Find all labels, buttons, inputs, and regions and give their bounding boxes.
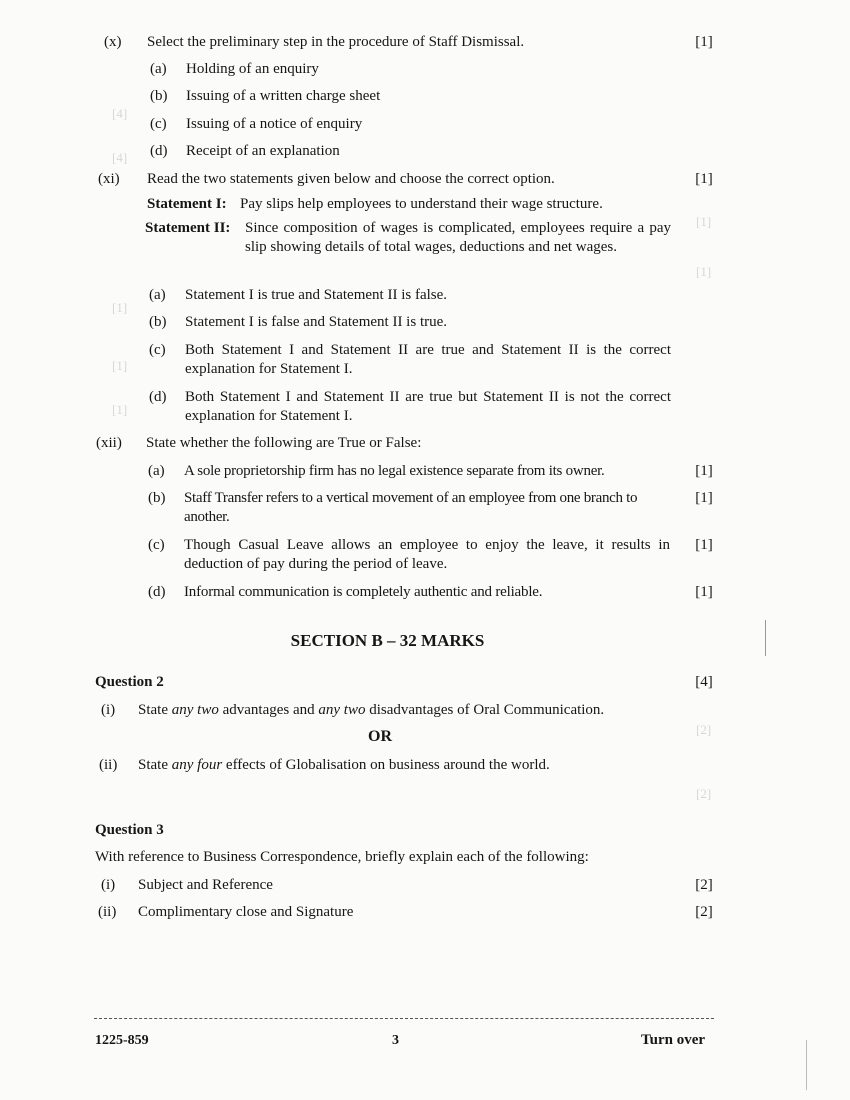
option-label: (a) (149, 287, 166, 303)
bleed-mark: [2] (696, 786, 712, 801)
bleed-mark: [2] (696, 722, 712, 737)
question-3-part-text: Subject and Reference (138, 877, 273, 893)
question-3-part-text: Complimentary close and Signature (138, 904, 354, 920)
paper-code: 1225-859 (95, 1033, 149, 1048)
option-text: Both Statement I and Statement II are true but Statement II is not the correct explanation for Statement I. (185, 389, 671, 424)
item-marks: [1] (695, 537, 713, 553)
statement-1-label: Statement I: (147, 196, 227, 212)
question-x-marks: [1] (695, 34, 713, 50)
question-3-part-marks: [2] (695, 877, 713, 893)
item-marks: [1] (695, 584, 713, 600)
page-number: 3 (392, 1033, 399, 1048)
option-text: Statement I is true and Statement II is false. (185, 287, 448, 303)
option-label: (b) (149, 314, 167, 330)
item-label: (d) (148, 584, 166, 600)
section-b-heading: SECTION B – 32 MARKS (290, 631, 485, 650)
footer-divider (94, 1018, 714, 1019)
item-label: (c) (148, 537, 165, 553)
item-text: Though Casual Leave allows an employee to enjoy the leave, it results in deduction of pay during the period of leave. (184, 537, 670, 572)
question-3-part-number: (i) (101, 877, 116, 893)
question-3-intro: With reference to Business Correspondence, briefly explain each of the following: (95, 849, 589, 865)
bleed-mark: [1] (112, 300, 128, 315)
statement-2-label: Statement II: (145, 220, 231, 236)
question-3-part-marks: [2] (695, 904, 713, 920)
item-text: Informal communication is completely authentic and reliable. (184, 584, 543, 600)
option-text: Both Statement I and Statement II are true and Statement II is the correct explanation for Statement I. (185, 342, 671, 377)
question-xii-text: State whether the following are True or False: (146, 435, 422, 451)
question-xi-text: Read the two statements given below and choose the correct option. (147, 171, 555, 187)
question-x-text: Select the preliminary step in the procedure of Staff Dismissal. (147, 34, 525, 50)
question-2-marks: [4] (695, 674, 713, 690)
bleed-mark: [1] (696, 264, 712, 279)
question-2-title: Question 2 (95, 674, 164, 690)
question-x-number: (x) (104, 34, 122, 50)
bleed-mark: [1] (112, 358, 128, 373)
scan-edge-line (806, 1040, 807, 1090)
option-label: (c) (150, 116, 167, 132)
option-label: (d) (150, 143, 168, 159)
question-3-title: Question 3 (95, 822, 164, 838)
bleed-mark: [4] (112, 150, 128, 165)
question-xi-number: (xi) (98, 171, 120, 187)
option-label: (b) (150, 88, 168, 104)
scan-edge-line (765, 620, 766, 656)
turn-over-label: Turn over (641, 1032, 706, 1048)
statement-1-text: Pay slips help employees to understand their wage structure. (240, 196, 603, 212)
bleed-mark: [1] (696, 214, 712, 229)
option-label: (a) (150, 61, 167, 77)
bleed-mark: [4] (112, 106, 128, 121)
or-separator: OR (368, 728, 392, 745)
item-text: A sole proprietorship firm has no legal existence separate from its owner. (184, 463, 605, 479)
bleed-mark: [1] (112, 402, 128, 417)
item-marks: [1] (695, 463, 713, 479)
item-label: (a) (148, 463, 165, 479)
option-label: (d) (149, 389, 167, 405)
question-xii-number: (xii) (96, 435, 122, 451)
statement-2-text: Since composition of wages is complicated, employees require a pay slip showing details of total wages, deductions and net wages. (245, 220, 671, 255)
item-marks: [1] (695, 490, 713, 506)
option-text: Issuing of a written charge sheet (186, 88, 381, 104)
question-3-part-number: (ii) (98, 904, 117, 920)
item-text: Staff Transfer refers to a vertical movement of an employee from one branch to another. (184, 490, 638, 525)
item-label: (b) (148, 490, 166, 506)
question-2-part-ii-number: (ii) (99, 757, 118, 773)
question-2-part-ii-text: State any four effects of Globalisation on business around the world. (138, 757, 550, 773)
option-label: (c) (149, 342, 166, 358)
question-2-part-i-number: (i) (101, 702, 116, 718)
question-2-part-i-text: State any two advantages and any two disadvantages of Oral Communication. (138, 702, 605, 718)
question-xi-marks: [1] (695, 171, 713, 187)
option-text: Holding of an enquiry (186, 61, 319, 77)
option-text: Issuing of a notice of enquiry (186, 116, 363, 132)
option-text: Statement I is false and Statement II is true. (185, 314, 448, 330)
option-text: Receipt of an explanation (186, 143, 340, 159)
